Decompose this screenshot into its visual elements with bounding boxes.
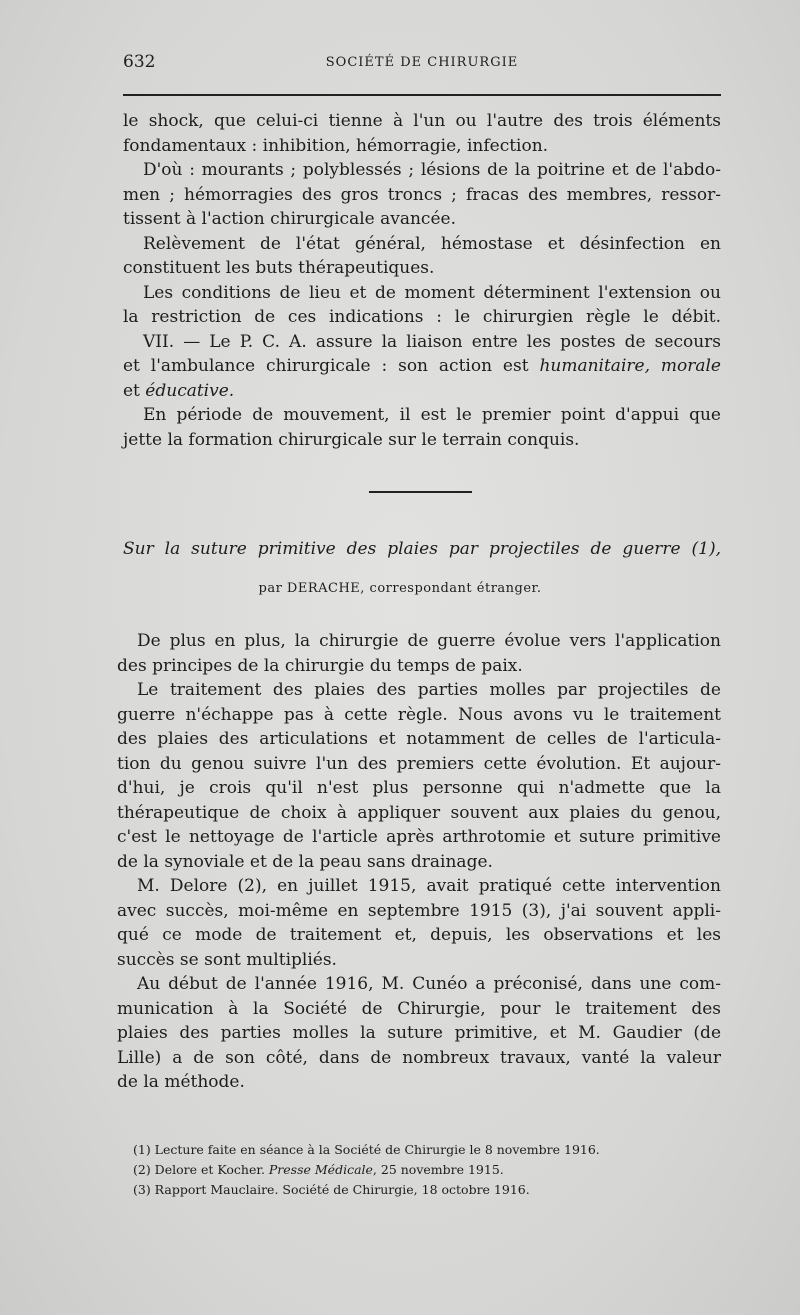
footnote-text: , 25 novembre 1915. bbox=[372, 1162, 504, 1177]
text-line: guerre n'échappe pas à cette règle. Nous avons vu le traitement bbox=[117, 704, 721, 725]
text-line: men ; hémorragies des gros troncs ; fracas des membres, ressor- bbox=[123, 184, 721, 205]
text-line: thérapeutique de choix à appliquer souvent aux plaies du genou, bbox=[117, 802, 721, 823]
section-1-text bbox=[123, 109, 721, 452]
text-line: succès se sont multipliés. bbox=[117, 949, 337, 970]
text-line: la restriction de ces indications : le chirurgien règle le débit. bbox=[123, 307, 721, 327]
text-line: qué ce mode de traitement et, depuis, les observations et les bbox=[117, 925, 721, 945]
section-2-text bbox=[117, 629, 721, 1095]
article-title: Sur la suture primitive des plaies par projectiles de guerre (1), bbox=[123, 539, 721, 559]
text-line: le shock, que celui-ci tienne à l'un ou l'autre des trois éléments bbox=[123, 111, 721, 131]
footnote-text: (2) Delore et Kocher. bbox=[133, 1162, 269, 1177]
text-line: Au début de l'année 1916, M. Cunéo a préconisé, dans une com- bbox=[137, 974, 721, 994]
text-span: et bbox=[123, 380, 146, 401]
text-line: plaies des parties molles la suture primitive, et M. Gaudier (de bbox=[117, 1023, 721, 1043]
text-line: des plaies des articulations et notamment de celles de l'articula- bbox=[117, 729, 721, 749]
text-line: jette la formation chirurgicale sur le terrain conquis. bbox=[123, 429, 580, 450]
text-line: de la méthode. bbox=[117, 1072, 245, 1092]
footnote-3: (3) Rapport Mauclaire. Société de Chirurgie, 18 octobre 1916. bbox=[133, 1182, 530, 1197]
text-line: de la synoviale et de la peau sans drainage. bbox=[117, 851, 493, 872]
footnote-1: (1) Lecture faite en séance à la Société de Chirurgie le 8 novembre 1916. bbox=[133, 1142, 600, 1157]
text-line: d'hui, je crois qu'il n'est plus personne qui n'admette que la bbox=[117, 778, 721, 798]
page-header bbox=[123, 52, 721, 76]
text-line: Relèvement de l'état général, hémostase et désinfection en bbox=[143, 233, 721, 254]
running-title: SOCIÉTÉ DE CHIRURGIE bbox=[325, 55, 519, 70]
text-line: En période de mouvement, il est le premier point d'appui que bbox=[143, 405, 721, 425]
text-line: avec succès, moi-même en septembre 1915 (3), j'ai souvent appli- bbox=[117, 900, 721, 921]
text-line: Le traitement des plaies des parties molles par projectiles de bbox=[137, 680, 721, 700]
section-divider bbox=[369, 491, 472, 493]
text-line bbox=[123, 379, 721, 404]
text-line: M. Delore (2), en juillet 1915, avait pratiqué cette intervention bbox=[137, 876, 721, 896]
text-line: tissent à l'action chirurgicale avancée. bbox=[123, 209, 456, 229]
text-line: VII. — Le P. C. A. assure la liaison entre les postes de secours bbox=[143, 331, 721, 352]
article-byline: par DERACHE, correspondant étranger. bbox=[258, 581, 542, 596]
footnotes bbox=[133, 1140, 693, 1200]
text-line: De plus en plus, la chirurgie de guerre évolue vers l'application bbox=[137, 631, 721, 651]
text-line: fondamentaux : inhibition, hémorragie, infection. bbox=[123, 135, 549, 156]
italic-text: humanitaire, morale bbox=[539, 356, 721, 376]
text-line: c'est le nettoyage de l'article après arthrotomie et suture primitive bbox=[117, 827, 721, 847]
header-rule bbox=[123, 94, 721, 96]
text-line: D'où : mourants ; polyblessés ; lésions de la poitrine et de l'abdo- bbox=[143, 160, 721, 180]
italic-text: éducative. bbox=[145, 380, 235, 401]
text-line: constituent les buts thérapeutiques. bbox=[123, 258, 435, 278]
journal-title: Presse Médicale bbox=[268, 1162, 373, 1177]
text-line: des principes de la chirurgie du temps de paix. bbox=[117, 655, 523, 676]
text-line: tion du genou suivre l'un des premiers cette évolution. Et aujour- bbox=[117, 753, 721, 774]
text-line: Les conditions de lieu et de moment déterminent l'extension ou bbox=[143, 282, 721, 303]
footnote-2 bbox=[133, 1160, 693, 1180]
text-line: Lille) a de son côté, dans de nombreux travaux, vanté la valeur bbox=[117, 1047, 721, 1068]
text-line bbox=[123, 354, 721, 379]
text-span: et l'ambulance chirurgicale : son action est bbox=[123, 356, 540, 376]
page-number: 632 bbox=[123, 52, 156, 72]
text-line: munication à la Société de Chirurgie, pour le traitement des bbox=[117, 998, 721, 1019]
